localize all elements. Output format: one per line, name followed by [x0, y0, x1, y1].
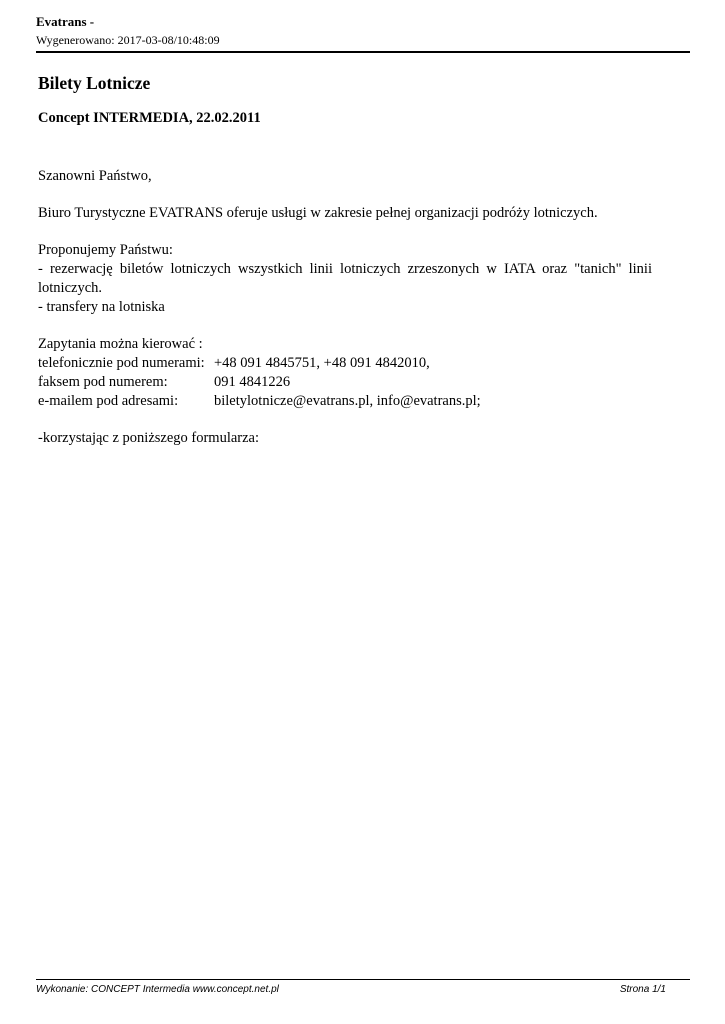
offer-item: - rezerwację biletów lotniczych wszystkich linii lotniczych zrzeszonych w IATA oraz "tanich" linii lotniczych. — [38, 261, 652, 296]
contact-label: faksem pod numerem: — [38, 374, 168, 390]
intro-paragraph: Biuro Turystyczne EVATRANS oferuje usługi w zakresie pełnej organizacji podróży lotniczych. — [38, 205, 598, 221]
contact-label: telefonicznie pod numerami: — [38, 355, 205, 371]
site-title: Evatrans - — [36, 14, 95, 29]
contact-heading: Zapytania można kierować : — [38, 336, 203, 352]
contact-section — [38, 335, 652, 411]
contact-row-phone — [38, 354, 652, 373]
offer-heading: Proponujemy Państwu: — [38, 242, 173, 258]
email-addresses: biletylotnicze@evatrans.pl, info@evatrans.pl; — [214, 393, 481, 409]
page-footer — [36, 983, 666, 996]
footer-divider — [36, 979, 690, 980]
header-divider — [36, 51, 690, 53]
phone-numbers: +48 091 4845751, +48 091 4842010, — [214, 355, 430, 371]
footer-credit: Wykonanie: CONCEPT Intermedia www.concept.net.pl — [36, 984, 279, 995]
fax-number: 091 4841226 — [214, 374, 291, 390]
page-header — [36, 14, 690, 48]
contact-row-email — [38, 392, 652, 411]
contact-label: e-mailem pod adresami: — [38, 393, 179, 409]
form-note: -korzystając z poniższego formularza: — [38, 430, 260, 446]
page-title: Bilety Lotnicze — [38, 73, 151, 93]
article-subtitle: Concept INTERMEDIA, 22.02.2011 — [38, 110, 261, 126]
greeting: Szanowni Państwo, — [38, 168, 152, 184]
generated-timestamp: Wygenerowano: 2017-03-08/10:48:09 — [36, 33, 220, 47]
offer-section — [38, 241, 652, 317]
page-number: Strona 1/1 — [619, 984, 666, 995]
offer-item: - transfery na lotniska — [38, 299, 165, 315]
contact-row-fax — [38, 373, 652, 392]
article-body — [38, 72, 652, 448]
